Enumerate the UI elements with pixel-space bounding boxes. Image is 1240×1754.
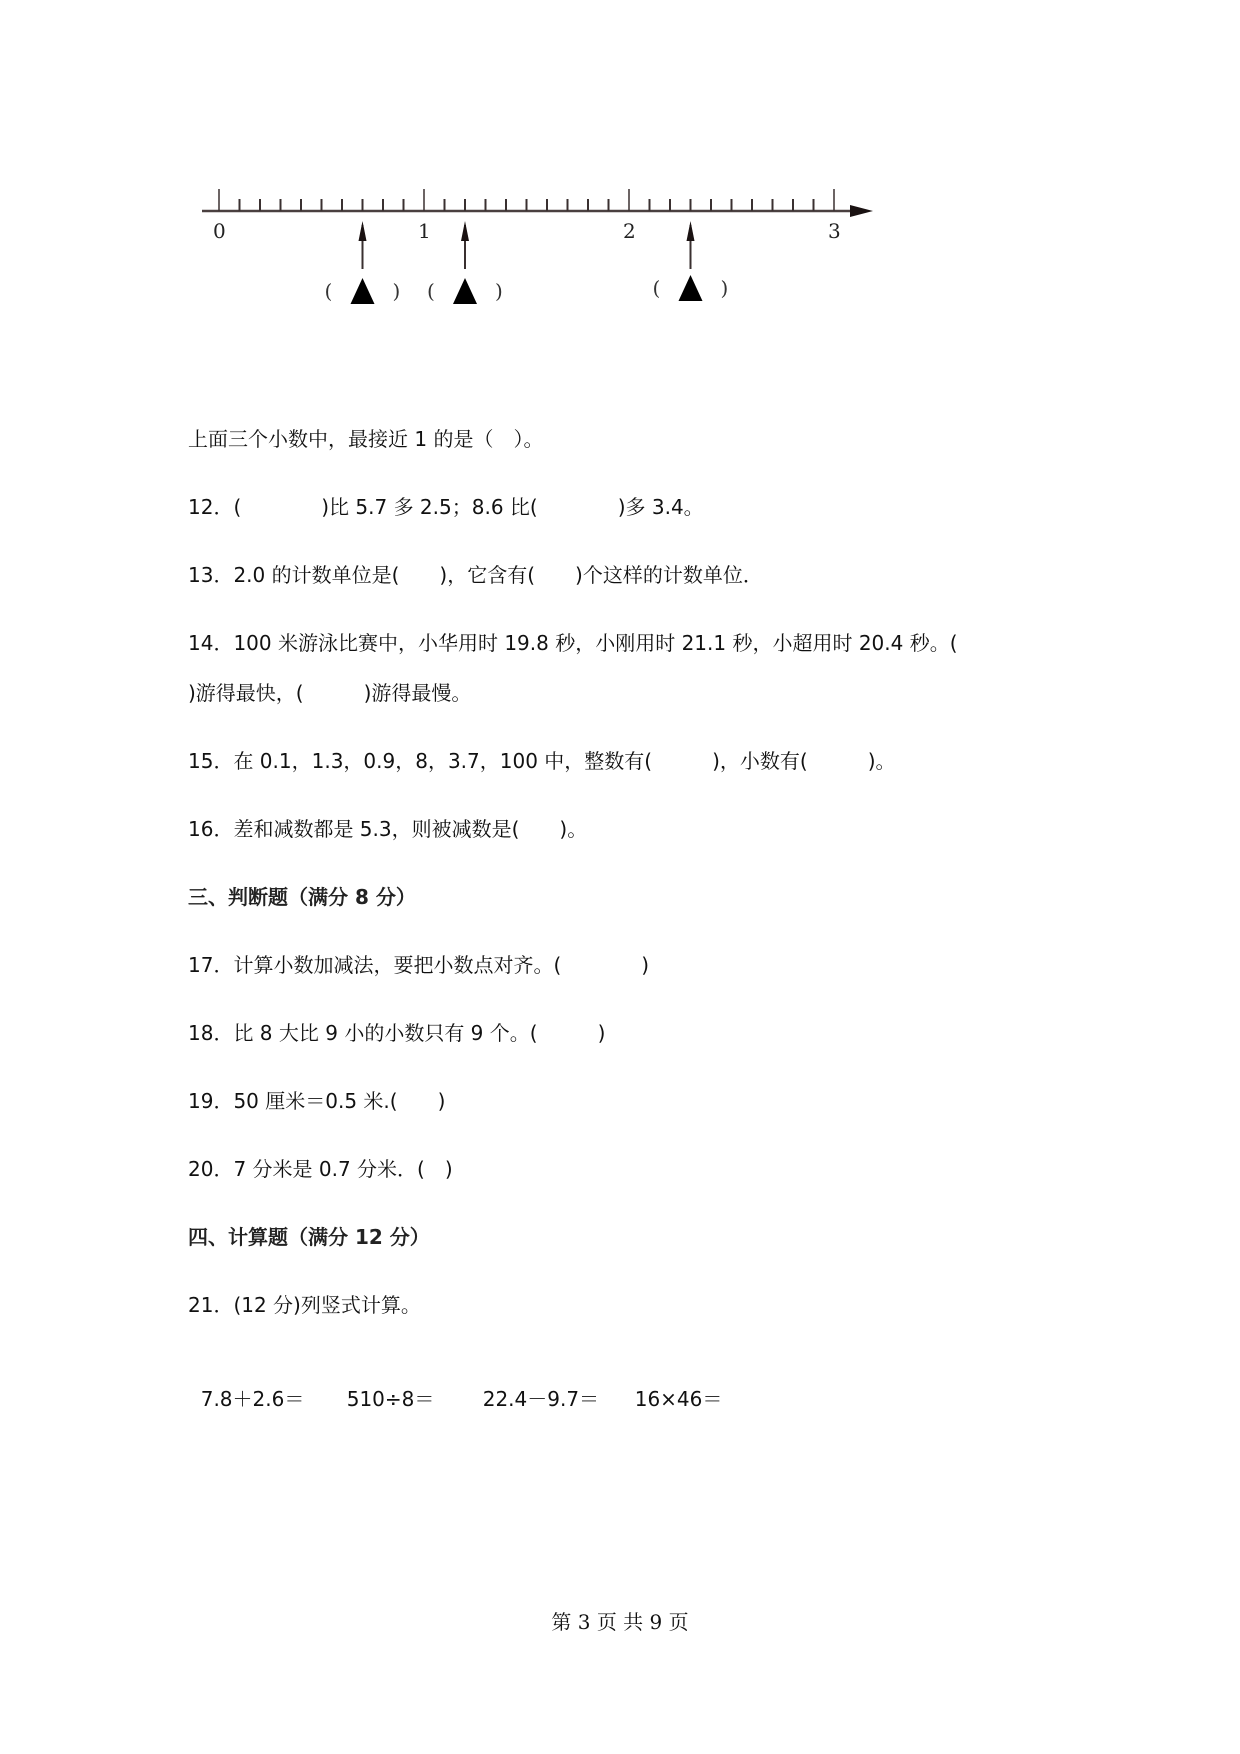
svg-text:): ) [495,279,503,303]
section-4-title: 四、计算题（满分 12 分） [188,1225,430,1249]
number-line-labels [213,219,841,243]
question-18: 18．比 8 大比 9 小的小数只有 9 个。( ) [188,1021,606,1045]
svg-text:1: 1 [418,219,431,243]
calc-item: 510÷8＝ [346,1387,435,1411]
question-11-tail: 上面三个小数中，最接近 1 的是（ ）。 [188,427,544,451]
question-21: 21．(12 分)列竖式计算。 [188,1293,421,1317]
question-17: 17．计算小数加减法，要把小数点对齐。( ) [188,953,650,977]
section-3-title: 三、判断题（满分 8 分） [188,885,416,909]
page-footer: 第 3 页 共 9 页 [551,1610,689,1634]
svg-text:(: ( [324,279,333,303]
question-13: 13．2.0 的计数单位是( )，它含有( )个这样的计数单位． [188,563,763,587]
question-20: 20．7 分米是 0.7 分米．( ) [188,1157,453,1181]
svg-text:3: 3 [828,219,841,243]
number-line-arrows [325,221,729,304]
number-line-ticks [219,189,834,211]
svg-text:(: ( [652,276,661,300]
svg-text:0: 0 [213,219,226,243]
question-19: 19．50 厘米＝0.5 米.( ) [188,1089,446,1113]
question-12: 12．( )比 5.7 多 2.5；8.6 比( )多 3.4。 [188,495,704,519]
calc-item: 7.8＋2.6＝ [200,1387,305,1411]
svg-text:): ) [720,276,729,300]
number-line-figure [0,0,1240,340]
calculation-row [188,1357,722,1413]
calc-item: 16×46＝ [634,1387,723,1411]
question-16: 16．差和减数都是 5.3，则被减数是( )。 [188,817,588,841]
question-15: 15．在 0.1，1.3，0.9，8，3.7，100 中，整数有( )，小数有( )。 [188,749,896,773]
svg-text:(: ( [427,279,435,303]
svg-text:2: 2 [623,219,636,243]
question-14-line2: )游得最快，( )游得最慢。 [188,681,472,705]
svg-text:): ) [392,279,401,303]
question-14-line1: 14．100 米游泳比赛中，小华用时 19.8 秒，小刚用时 21.1 秒，小超用时 20.4 秒。( [188,631,958,655]
calc-item: 22.4－9.7＝ [482,1387,600,1411]
